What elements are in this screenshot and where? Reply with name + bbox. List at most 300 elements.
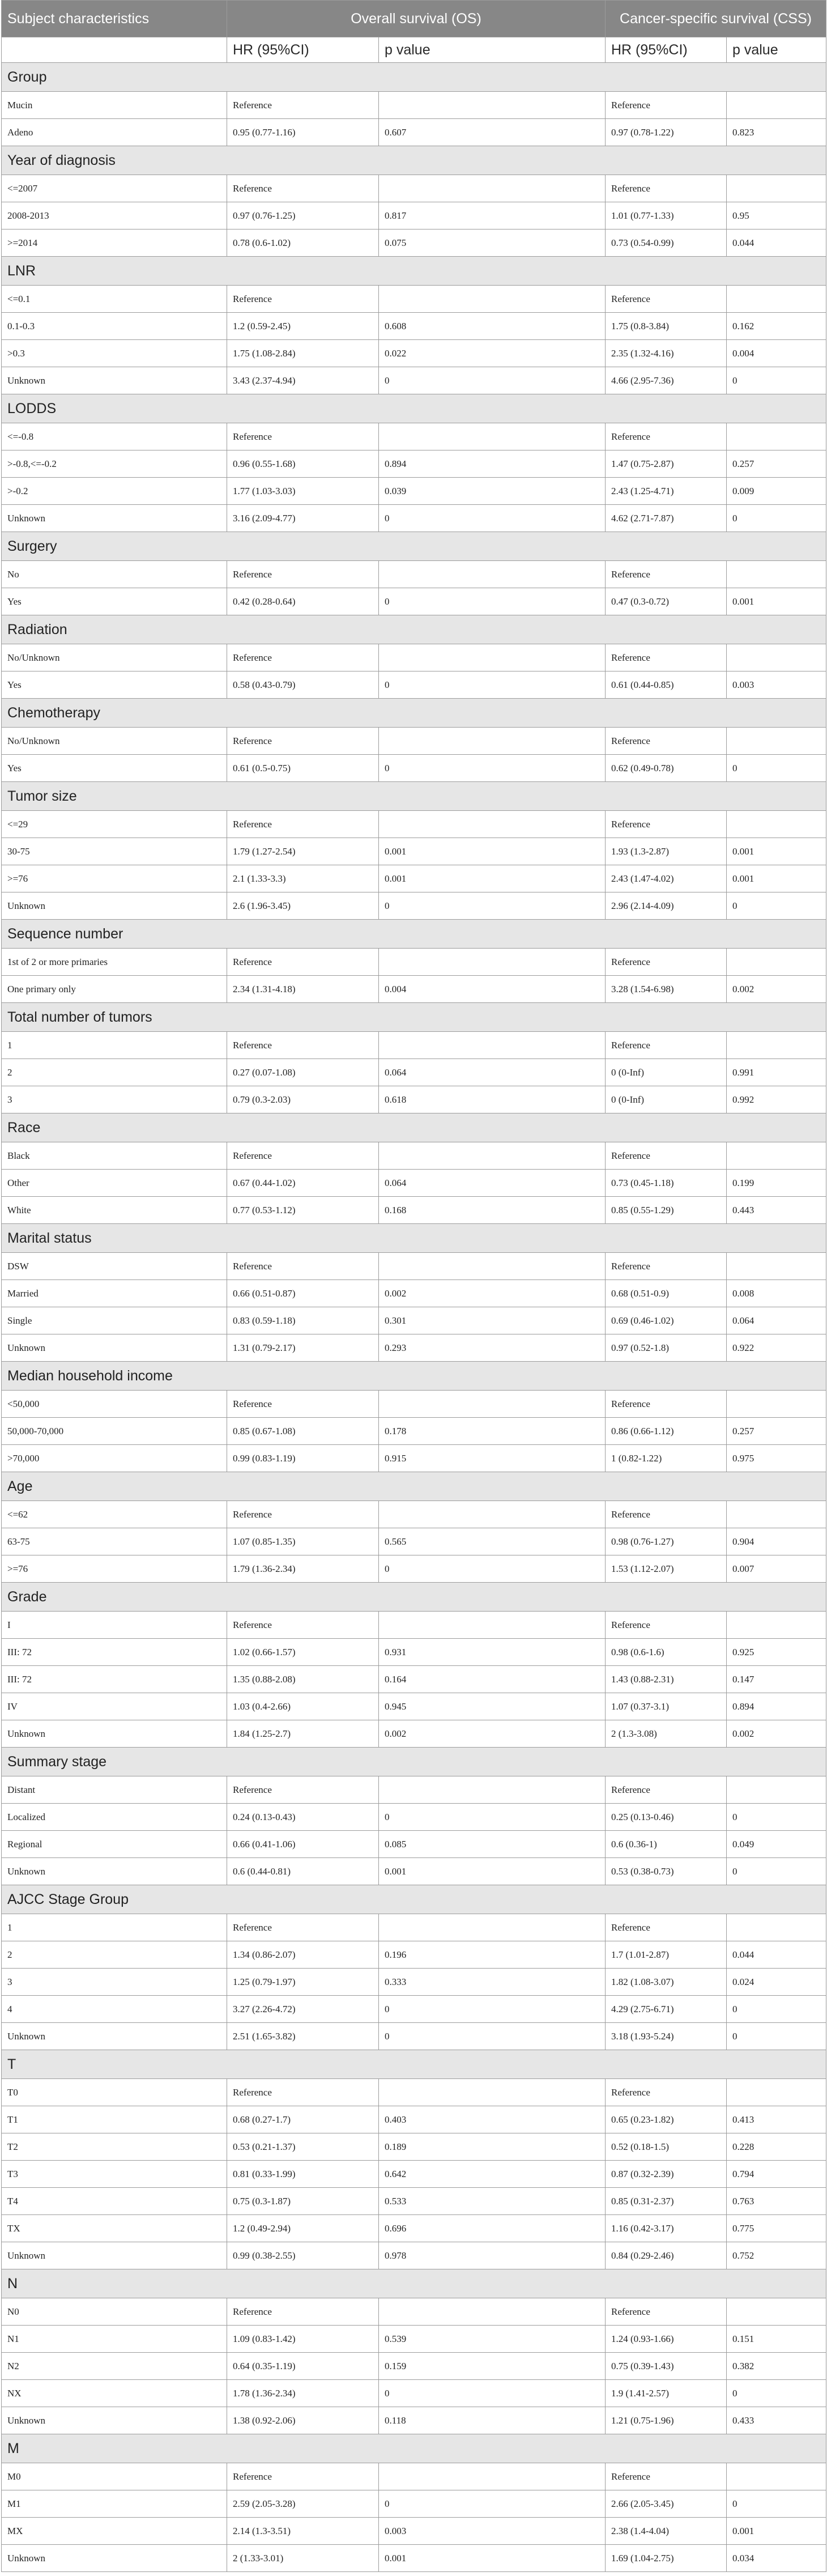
section-title: Radiation — [2, 615, 826, 644]
section-header-row — [2, 1885, 826, 1914]
css-hr-cell: 0.68 (0.51-0.9) — [606, 1280, 727, 1307]
row-label: <50,000 — [2, 1391, 227, 1418]
os-p-value-cell: 0.533 — [379, 2188, 606, 2215]
os-p-value-cell — [379, 423, 606, 450]
table-row — [2, 367, 826, 394]
row-label: III: 72 — [2, 1639, 227, 1666]
os-p-value-cell: 0.301 — [379, 1307, 606, 1334]
css-hr-cell: 0.85 (0.55-1.29) — [606, 1197, 727, 1224]
section-header-row — [2, 1224, 826, 1253]
css-p-value-cell: 0 — [727, 1996, 826, 2023]
os-hr-cell: 0.85 (0.67-1.08) — [227, 1418, 379, 1445]
os-hr-cell: 0.97 (0.76-1.25) — [227, 202, 379, 229]
os-hr-cell: Reference — [227, 175, 379, 202]
css-hr-cell: 3.28 (1.54-6.98) — [606, 976, 727, 1003]
os-p-value-cell: 0.118 — [379, 2407, 606, 2434]
os-hr-cell: 0.27 (0.07-1.08) — [227, 1059, 379, 1086]
row-label: T3 — [2, 2161, 227, 2188]
table-row — [2, 2242, 826, 2269]
row-label: Black — [2, 1142, 227, 1170]
css-hr-cell: Reference — [606, 92, 727, 119]
os-p-value-cell — [379, 1776, 606, 1804]
css-hr-cell: Reference — [606, 644, 727, 671]
table-row — [2, 2188, 826, 2215]
css-p-value-cell — [727, 949, 826, 976]
table-row — [2, 229, 826, 257]
section-title: LNR — [2, 257, 826, 286]
table-row — [2, 450, 826, 478]
os-p-value-cell: 0.196 — [379, 1941, 606, 1969]
os-p-value-cell: 0 — [379, 2023, 606, 2050]
css-p-value-cell — [727, 2079, 826, 2106]
os-hr-cell: Reference — [227, 286, 379, 313]
os-p-value-cell — [379, 2298, 606, 2326]
os-hr-cell: Reference — [227, 2298, 379, 2326]
section-header-row — [2, 2050, 826, 2079]
row-label: Unknown — [2, 2023, 227, 2050]
table-row — [2, 313, 826, 340]
os-p-value-cell: 0.894 — [379, 450, 606, 478]
table-row — [2, 1804, 826, 1831]
os-p-value-cell: 0.608 — [379, 313, 606, 340]
os-p-value-cell: 0.565 — [379, 1528, 606, 1555]
os-p-value-header: p value — [379, 37, 606, 63]
os-hr-cell: 3.16 (2.09-4.77) — [227, 505, 379, 532]
section-header-row — [2, 615, 826, 644]
os-p-value-cell — [379, 2079, 606, 2106]
os-p-value-cell: 0.293 — [379, 1334, 606, 1362]
os-hr-cell: 3.27 (2.26-4.72) — [227, 1996, 379, 2023]
row-label: T1 — [2, 2106, 227, 2133]
os-hr-cell: 0.83 (0.59-1.18) — [227, 1307, 379, 1334]
os-p-value-cell: 0.333 — [379, 1969, 606, 1996]
table-row — [2, 838, 826, 865]
table-row — [2, 2133, 826, 2161]
section-header-row — [2, 920, 826, 949]
row-label: 1st of 2 or more primaries — [2, 949, 227, 976]
os-p-value-cell — [379, 949, 606, 976]
os-hr-cell: Reference — [227, 1914, 379, 1941]
css-hr-cell: 0.87 (0.32-2.39) — [606, 2161, 727, 2188]
css-hr-cell: Reference — [606, 1776, 727, 1804]
row-label: M1 — [2, 2490, 227, 2518]
os-p-value-cell: 0 — [379, 671, 606, 699]
row-label: <=29 — [2, 811, 227, 838]
css-p-value-cell: 0.443 — [727, 1197, 826, 1224]
table-row — [2, 1445, 826, 1472]
css-p-value-header: p value — [727, 37, 826, 63]
row-label: IV — [2, 1693, 227, 1720]
os-hr-cell: 2.6 (1.96-3.45) — [227, 892, 379, 920]
row-label: >-0.8,<=-0.2 — [2, 450, 227, 478]
css-p-value-cell: 0.001 — [727, 838, 826, 865]
os-hr-cell: 2.59 (2.05-3.28) — [227, 2490, 379, 2518]
css-hr-cell: 0.75 (0.39-1.43) — [606, 2353, 727, 2380]
table-row — [2, 1858, 826, 1885]
row-label: Unknown — [2, 892, 227, 920]
row-label: N1 — [2, 2326, 227, 2353]
row-label: >0.3 — [2, 340, 227, 367]
row-label: III: 72 — [2, 1666, 227, 1693]
os-p-value-cell: 0.064 — [379, 1059, 606, 1086]
os-hr-cell: Reference — [227, 1142, 379, 1170]
css-hr-cell: 1.43 (0.88-2.31) — [606, 1666, 727, 1693]
css-hr-cell: 0.97 (0.52-1.8) — [606, 1334, 727, 1362]
survival-results-table — [1, 0, 826, 2572]
section-title: Age — [2, 1472, 826, 1501]
section-header-row — [2, 63, 826, 92]
css-hr-cell: 0.84 (0.29-2.46) — [606, 2242, 727, 2269]
table-row — [2, 1914, 826, 1941]
os-hr-cell: 1.02 (0.66-1.57) — [227, 1639, 379, 1666]
os-p-value-cell — [379, 644, 606, 671]
header-row-sub — [2, 37, 826, 63]
css-p-value-cell: 0.257 — [727, 1418, 826, 1445]
os-hr-cell: 0.68 (0.27-1.7) — [227, 2106, 379, 2133]
os-p-value-cell: 0.004 — [379, 976, 606, 1003]
section-header-row — [2, 257, 826, 286]
os-p-value-cell — [379, 92, 606, 119]
css-p-value-cell: 0.922 — [727, 1334, 826, 1362]
os-p-value-cell: 0.164 — [379, 1666, 606, 1693]
table-row — [2, 478, 826, 505]
row-label: 3 — [2, 1086, 227, 1113]
os-hr-cell: 0.24 (0.13-0.43) — [227, 1804, 379, 1831]
row-label: M0 — [2, 2463, 227, 2490]
section-header-row — [2, 1362, 826, 1391]
css-hr-cell: 1 (0.82-1.22) — [606, 1445, 727, 1472]
css-hr-cell: 1.82 (1.08-3.07) — [606, 1969, 727, 1996]
table-row — [2, 1528, 826, 1555]
os-hr-cell: 1.38 (0.92-2.06) — [227, 2407, 379, 2434]
css-hr-cell: Reference — [606, 1032, 727, 1059]
css-p-value-cell: 0 — [727, 892, 826, 920]
css-p-value-cell: 0.975 — [727, 1445, 826, 1472]
row-label: 4 — [2, 1996, 227, 2023]
css-p-value-cell: 0 — [727, 2380, 826, 2407]
table-row — [2, 2380, 826, 2407]
os-p-value-cell: 0.168 — [379, 1197, 606, 1224]
css-p-value-cell: 0.752 — [727, 2242, 826, 2269]
css-p-value-cell: 0.003 — [727, 671, 826, 699]
css-hr-cell: Reference — [606, 1142, 727, 1170]
css-hr-cell: 0.25 (0.13-0.46) — [606, 1804, 727, 1831]
css-hr-cell: 0.52 (0.18-1.5) — [606, 2133, 727, 2161]
css-hr-cell: 1.69 (1.04-2.75) — [606, 2545, 727, 2572]
os-hr-cell: 2.1 (1.33-3.3) — [227, 865, 379, 892]
css-hr-cell: 1.07 (0.37-3.1) — [606, 1693, 727, 1720]
os-hr-cell: 0.66 (0.51-0.87) — [227, 1280, 379, 1307]
os-hr-cell: Reference — [227, 92, 379, 119]
table-row — [2, 2079, 826, 2106]
os-hr-cell: 1.2 (0.49-2.94) — [227, 2215, 379, 2242]
css-p-value-cell: 0.002 — [727, 976, 826, 1003]
os-p-value-cell: 0.075 — [379, 229, 606, 257]
css-hr-cell: 4.62 (2.71-7.87) — [606, 505, 727, 532]
table-row — [2, 644, 826, 671]
os-hr-header: HR (95%CI) — [227, 37, 379, 63]
os-p-value-cell: 0.039 — [379, 478, 606, 505]
css-p-value-cell: 0.433 — [727, 2407, 826, 2434]
section-header-row — [2, 2269, 826, 2298]
os-p-value-cell: 0 — [379, 2490, 606, 2518]
table-row — [2, 2161, 826, 2188]
css-p-value-cell: 0.823 — [727, 119, 826, 146]
row-label: TX — [2, 2215, 227, 2242]
css-p-value-cell: 0.064 — [727, 1307, 826, 1334]
row-label: Adeno — [2, 119, 227, 146]
css-p-value-cell: 0.147 — [727, 1666, 826, 1693]
os-p-value-cell: 0.978 — [379, 2242, 606, 2269]
css-p-value-cell: 0.001 — [727, 2518, 826, 2545]
table-row — [2, 2407, 826, 2434]
os-hr-cell: 0.77 (0.53-1.12) — [227, 1197, 379, 1224]
row-label: NX — [2, 2380, 227, 2407]
row-label: <=-0.8 — [2, 423, 227, 450]
css-hr-cell: 0.86 (0.66-1.12) — [606, 1418, 727, 1445]
section-title: T — [2, 2050, 826, 2079]
os-p-value-cell: 0.022 — [379, 340, 606, 367]
os-hr-cell: 1.77 (1.03-3.03) — [227, 478, 379, 505]
css-p-value-cell — [727, 1501, 826, 1528]
css-p-value-cell — [727, 92, 826, 119]
css-p-value-cell — [727, 811, 826, 838]
css-hr-cell: Reference — [606, 2463, 727, 2490]
row-label: Mucin — [2, 92, 227, 119]
css-p-value-cell — [727, 2298, 826, 2326]
table-row — [2, 2463, 826, 2490]
section-header-row — [2, 1748, 826, 1776]
row-label: >-0.2 — [2, 478, 227, 505]
section-header-row — [2, 394, 826, 423]
table-row — [2, 92, 826, 119]
css-p-value-cell: 0.004 — [727, 340, 826, 367]
css-p-value-cell — [727, 423, 826, 450]
row-label: Regional — [2, 1831, 227, 1858]
row-label: >=76 — [2, 865, 227, 892]
header-row-top — [2, 1, 826, 37]
css-p-value-cell — [727, 1142, 826, 1170]
os-hr-cell: Reference — [227, 1391, 379, 1418]
os-hr-cell: 1.35 (0.88-2.08) — [227, 1666, 379, 1693]
os-p-value-cell: 0.002 — [379, 1720, 606, 1748]
row-label: N2 — [2, 2353, 227, 2380]
row-label: N0 — [2, 2298, 227, 2326]
os-hr-cell: 0.99 (0.83-1.19) — [227, 1445, 379, 1472]
css-p-value-cell: 0 — [727, 755, 826, 782]
css-hr-header: HR (95%CI) — [606, 37, 727, 63]
table-row — [2, 423, 826, 450]
css-hr-cell: Reference — [606, 1501, 727, 1528]
os-p-value-cell: 0 — [379, 588, 606, 615]
css-hr-cell: 0 (0-Inf) — [606, 1059, 727, 1086]
os-p-value-cell: 0 — [379, 1996, 606, 2023]
css-p-value-cell: 0 — [727, 367, 826, 394]
table-row — [2, 561, 826, 588]
css-hr-cell: 0.65 (0.23-1.82) — [606, 2106, 727, 2133]
row-label: >70,000 — [2, 1445, 227, 1472]
css-hr-cell: 0.53 (0.38-0.73) — [606, 1858, 727, 1885]
section-title: Race — [2, 1113, 826, 1142]
css-p-value-cell: 0.001 — [727, 588, 826, 615]
css-hr-cell: Reference — [606, 1612, 727, 1639]
row-label: No/Unknown — [2, 728, 227, 755]
row-label: Distant — [2, 1776, 227, 1804]
css-p-value-cell — [727, 1914, 826, 1941]
os-p-value-cell: 0 — [379, 1804, 606, 1831]
os-hr-cell: 0.58 (0.43-0.79) — [227, 671, 379, 699]
row-label: 30-75 — [2, 838, 227, 865]
os-hr-cell: 0.95 (0.77-1.16) — [227, 119, 379, 146]
css-hr-cell: 1.24 (0.93-1.66) — [606, 2326, 727, 2353]
table-row — [2, 2353, 826, 2380]
section-title: N — [2, 2269, 826, 2298]
table-row — [2, 1418, 826, 1445]
css-p-value-cell — [727, 644, 826, 671]
os-hr-cell: 1.31 (0.79-2.17) — [227, 1334, 379, 1362]
section-title: Group — [2, 63, 826, 92]
row-label: 1 — [2, 1914, 227, 1941]
table-row — [2, 949, 826, 976]
css-hr-cell: 0.6 (0.36-1) — [606, 1831, 727, 1858]
os-p-value-cell: 0.931 — [379, 1639, 606, 1666]
table-row — [2, 1059, 826, 1086]
os-p-value-cell: 0.817 — [379, 202, 606, 229]
table-row — [2, 1307, 826, 1334]
row-label: 2 — [2, 1059, 227, 1086]
css-p-value-cell: 0 — [727, 1804, 826, 1831]
table-row — [2, 1612, 826, 1639]
row-label: 3 — [2, 1969, 227, 1996]
os-hr-cell: 0.67 (0.44-1.02) — [227, 1170, 379, 1197]
row-label: Localized — [2, 1804, 227, 1831]
os-p-value-cell — [379, 1032, 606, 1059]
os-p-value-cell: 0.064 — [379, 1170, 606, 1197]
css-hr-cell: 0.61 (0.44-0.85) — [606, 671, 727, 699]
css-p-value-cell: 0.925 — [727, 1639, 826, 1666]
row-label: I — [2, 1612, 227, 1639]
os-hr-cell: Reference — [227, 1253, 379, 1280]
css-p-value-cell: 0.382 — [727, 2353, 826, 2380]
css-p-value-cell: 0.413 — [727, 2106, 826, 2133]
os-p-value-cell: 0.178 — [379, 1418, 606, 1445]
os-hr-cell: Reference — [227, 811, 379, 838]
os-hr-cell: 1.84 (1.25-2.7) — [227, 1720, 379, 1748]
section-title: Grade — [2, 1583, 826, 1612]
table-row — [2, 2298, 826, 2326]
table-row — [2, 671, 826, 699]
os-hr-cell: 0.53 (0.21-1.37) — [227, 2133, 379, 2161]
section-title: Surgery — [2, 532, 826, 561]
table-row — [2, 2545, 826, 2572]
os-p-value-cell: 0 — [379, 892, 606, 920]
os-hr-cell: Reference — [227, 2079, 379, 2106]
section-header-row — [2, 2434, 826, 2463]
css-p-value-cell: 0.034 — [727, 2545, 826, 2572]
section-title: M — [2, 2434, 826, 2463]
table-row — [2, 1720, 826, 1748]
table-row — [2, 755, 826, 782]
section-header-row — [2, 782, 826, 811]
section-header-row — [2, 532, 826, 561]
css-hr-cell: Reference — [606, 1253, 727, 1280]
os-hr-cell: Reference — [227, 949, 379, 976]
css-hr-cell: Reference — [606, 949, 727, 976]
os-hr-cell: 2.51 (1.65-3.82) — [227, 2023, 379, 2050]
css-hr-cell: 0.73 (0.54-0.99) — [606, 229, 727, 257]
css-hr-cell: Reference — [606, 728, 727, 755]
section-title: AJCC Stage Group — [2, 1885, 826, 1914]
os-hr-cell: 1.2 (0.59-2.45) — [227, 313, 379, 340]
table-row — [2, 1334, 826, 1362]
row-label: T4 — [2, 2188, 227, 2215]
css-p-value-cell — [727, 286, 826, 313]
os-hr-cell: 1.25 (0.79-1.97) — [227, 1969, 379, 1996]
os-p-value-cell: 0 — [379, 755, 606, 782]
css-hr-cell: 0.62 (0.49-0.78) — [606, 755, 727, 782]
css-hr-cell: 4.66 (2.95-7.36) — [606, 367, 727, 394]
css-p-value-cell: 0 — [727, 2023, 826, 2050]
row-label: Unknown — [2, 2407, 227, 2434]
table-row — [2, 2106, 826, 2133]
table-row — [2, 1969, 826, 1996]
os-p-value-cell — [379, 1142, 606, 1170]
os-p-value-cell — [379, 1501, 606, 1528]
row-label: 63-75 — [2, 1528, 227, 1555]
subject-characteristics-header: Subject characteristics — [2, 1, 227, 37]
table-row — [2, 119, 826, 146]
os-p-value-cell: 0.001 — [379, 865, 606, 892]
css-p-value-cell — [727, 1391, 826, 1418]
table-row — [2, 1142, 826, 1170]
css-hr-cell: Reference — [606, 2298, 727, 2326]
css-p-value-cell: 0.199 — [727, 1170, 826, 1197]
row-label: 2 — [2, 1941, 227, 1969]
css-p-value-cell: 0.228 — [727, 2133, 826, 2161]
row-label: 50,000-70,000 — [2, 1418, 227, 1445]
css-hr-cell: 2.43 (1.47-4.02) — [606, 865, 727, 892]
table-row — [2, 286, 826, 313]
table-row — [2, 1996, 826, 2023]
css-hr-cell: 1.9 (1.41-2.57) — [606, 2380, 727, 2407]
row-label: White — [2, 1197, 227, 1224]
css-hr-cell: 2.38 (1.4-4.04) — [606, 2518, 727, 2545]
cancer-specific-survival-header: Cancer-specific survival (CSS) — [606, 1, 826, 37]
os-p-value-cell: 0.159 — [379, 2353, 606, 2380]
css-hr-cell: 2.43 (1.25-4.71) — [606, 478, 727, 505]
css-hr-cell: 0.73 (0.45-1.18) — [606, 1170, 727, 1197]
os-p-value-cell — [379, 728, 606, 755]
section-header-row — [2, 699, 826, 728]
os-p-value-cell: 0.085 — [379, 1831, 606, 1858]
table-body — [2, 63, 826, 2572]
css-hr-cell: 2.96 (2.14-4.09) — [606, 892, 727, 920]
section-header-row — [2, 1472, 826, 1501]
os-hr-cell: 1.75 (1.08-2.84) — [227, 340, 379, 367]
css-hr-cell: Reference — [606, 1391, 727, 1418]
row-label: <=62 — [2, 1501, 227, 1528]
css-hr-cell: 1.53 (1.12-2.07) — [606, 1555, 727, 1583]
os-p-value-cell: 0.915 — [379, 1445, 606, 1472]
section-title: Marital status — [2, 1224, 826, 1253]
section-header-row — [2, 1583, 826, 1612]
table-row — [2, 202, 826, 229]
table-row — [2, 588, 826, 615]
row-label: Unknown — [2, 367, 227, 394]
section-title: Total number of tumors — [2, 1003, 826, 1032]
os-hr-cell: 0.99 (0.38-2.55) — [227, 2242, 379, 2269]
css-hr-cell: 0.69 (0.46-1.02) — [606, 1307, 727, 1334]
